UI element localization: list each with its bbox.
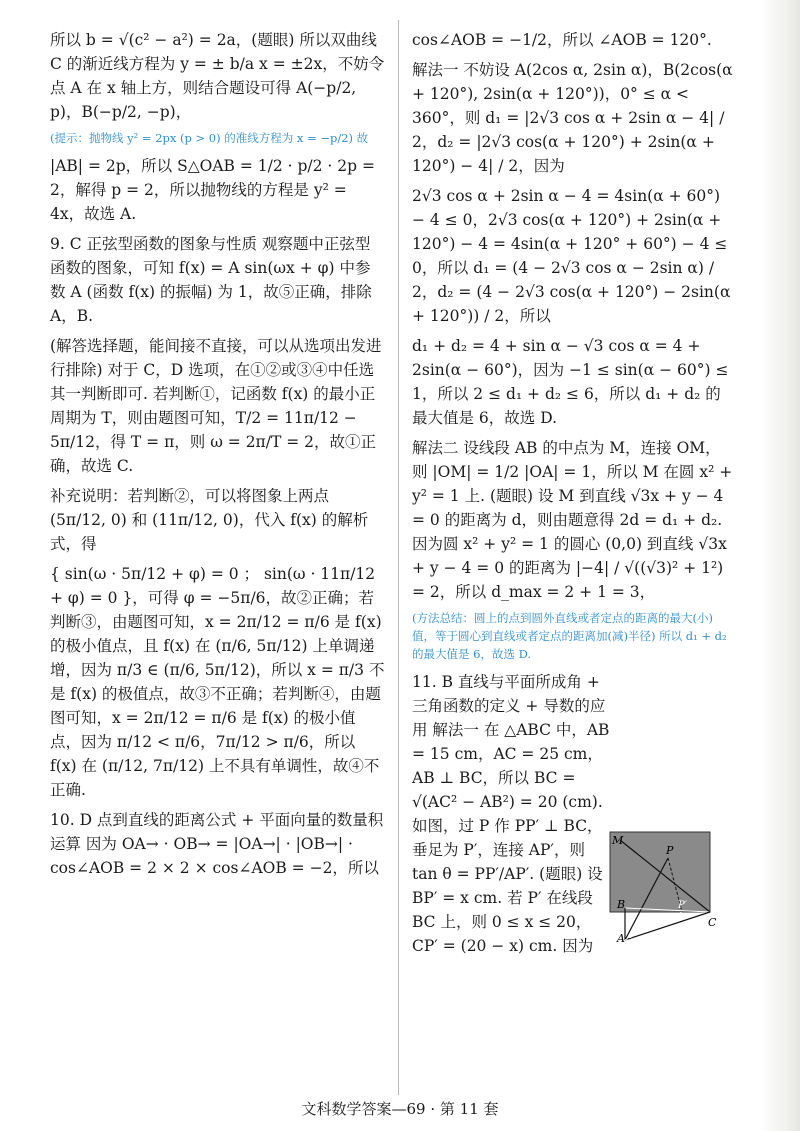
para-l6: 补充说明：若判断②，可以将图象上两点 (5π/12, 0) 和 (11π/12, 0)，代入 f(x) 的解析式，得 (50, 487, 369, 554)
para-l5: (解答选择题，能间接不直接，可以从选项出发进行排除) 对于 C，D 选项，在①②或③④中任选其一判断即可. 若判断①，记函数 f(x) 的最小正周期为 T，则由题图可知，T/2 = 11π/12 − 5π/12，得 T = π，则 ω = 2π/T = 2，故①正确，故选 C. (50, 336, 382, 476)
para-r4: d₁ + d₂ = 4 + sin α − √3 cos α = 4 + 2sin(α − 60°)，因为 −1 ≤ sin(α − 60°) ≤ 1，所以 2 ≤ d₁ + d₂ ≤ 6，所以 d₁ + d₂ 的最大值是 6，故选 D. (412, 337, 729, 428)
figure-label-c: C (708, 916, 717, 929)
left-column (50, 28, 385, 886)
figure-label-p-prime: P′ (678, 900, 687, 911)
para-r3: 2√3 cos α + 2sin α − 4 = 4sin(α + 60°) − 4 ≤ 0，2√3 cos(α + 120°) + 2sin(α + 120°) − 4 = 4sin(α + 120° + 60°) − 4 ≤ 0，所以 d₁ = (4 − 2√3 cos α − 2sin α) / 2，d₂ = (4 − 2√3 cos(α + 120°) − 2sin(α + 120°)) / 2，所以 (412, 187, 731, 326)
right-column (412, 28, 734, 964)
para-r1: cos∠AOB = −1/2，所以 ∠AOB = 120°. (412, 31, 712, 49)
figure-label-m: M (612, 834, 624, 847)
geometry-figure (600, 828, 715, 943)
para-l3: |AB| = 2p，所以 S△OAB = 1/2 · p/2 · 2p = 2，解得 p = 2，所以抛物线的方程是 y² = 4x，故选 A. (50, 156, 375, 223)
page-footer: 文科数学答案—69 · 第 11 套 (301, 1100, 499, 1118)
para-l1: 所以 b = √(c² − a²) = 2a，(题眼) 所以双曲线 C 的渐近线方程为 y = ± b/a x = ±2x，不妨令点 A 在 x 轴上方，则结合题设可得 A(−p/2, p)，B(−p/2, −p)， (50, 31, 385, 122)
column-divider (398, 20, 399, 1095)
figure-label-a: A (617, 932, 625, 945)
question-10: 10. D 点到直线的距离公式 + 平面向量的数量积运算 因为 OA→ · OB→ = |OA→| · |OB→| · cos∠AOB = 2 × 2 × cos∠AOB = −2，所以 (50, 811, 384, 878)
figure-label-b: B (617, 898, 626, 911)
method-1: 解法一 不妨设 A(2cos α, 2sin α)，B(2cos(α + 120°), 2sin(α + 120°))，0° ≤ α < 360°，则 d₁ = |2√3 cos α + 2sin α − 4| / 2，d₂ = |2√3 cos(α + 120°) + 2sin(α + 120°) − 4| / 2，因为 (412, 61, 733, 176)
question-9: 9. C 正弦型函数的图象与性质 观察题中正弦型函数的图象，可知 f(x) = A sin(ωx + φ) 中参数 A (函数 f(x) 的振幅) 为 1，故⑤正确，排除 A，B. (50, 234, 372, 325)
para-l7: { sin(ω · 5π/12 + φ) = 0 ； sin(ω · 11π/12 + φ) = 0 }，可得 φ = −5π/6，故②正确；若判断③，由题图可知，x = 2π/12 = π/6 是 f(x) 的极小值点，且 f(x) 在 (π/6, 5π/12) 上单调递增，因为 π/3 ∈ (π/6, 5π/12)，所以 x = π/3 不是 f(x) 的极值点，故③不正确；若判断④，由题图可知，x = 2π/12 = π/6 是 f(x) 的极小值点，因为 π/12 < π/6，7π/12 > π/6，所以 f(x) 在 (π/12, 7π/12) 上不具有单调性，故④不正确. (50, 565, 385, 800)
figure-label-p: P (666, 844, 674, 857)
question-11: 11. B 直线与平面所成角 + 三角函数的定义 + 导数的应用 解法一 在 △ABC 中，AB = 15 cm，AC = 25 cm，AB ⊥ BC，所以 BC = √(AC² − AB²) = 20 (cm). 如图，过 P 作 PP′ ⊥ BC，垂足为 P′，连接 AP′，则 tan θ = PP′/AP′. (题眼) 设 BP′ = x cm. 若 P′ 在线段 BC 上，则 0 ≤ x ≤ 20，CP′ = (20 − x) cm. 因为 (412, 672, 610, 955)
method-2: 解法二 设线段 AB 的中点为 M，连接 OM，则 |OM| = 1/2 |OA| = 1，所以 M 在圆 x² + y² = 1 上. (题眼) 设 M 到直线 √3x + y − 4 = 0 的距离为 d，则由题意得 2d = d₁ + d₂. 因为圆 x² + y² = 1 的圆心 (0,0) 到直线 √3x + y − 4 = 0 的距离为 |−4| / √((√3)² + 1²) = 2，所以 d_max = 2 + 1 = 3， (412, 439, 733, 602)
method-summary: (方法总结：圆上的点到圆外直线或者定点的距离的最大(小)值，等于圆心到直线或者定点的距离加(减)半径) 所以 d₁ + d₂ 的最大值是 6，故选 D. (412, 611, 727, 661)
hint-directrix: (提示：抛物线 y² = 2px (p > 0) 的准线方程为 x = −p/2) 故 (50, 131, 369, 146)
